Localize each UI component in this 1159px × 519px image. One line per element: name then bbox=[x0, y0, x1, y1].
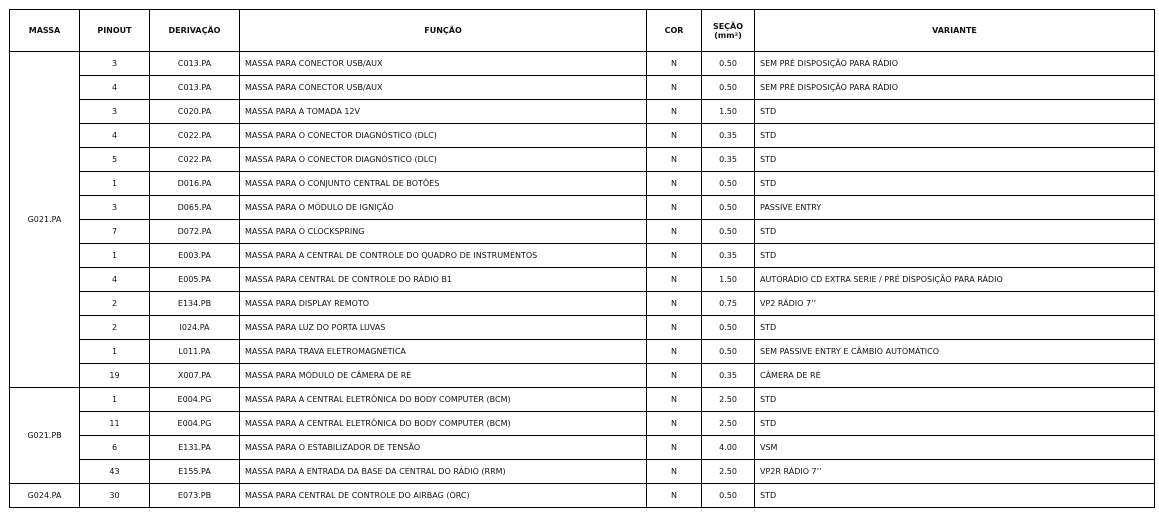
derivacao-cell: C022.PA bbox=[150, 148, 240, 172]
variante-cell: VP2 RÁDIO 7’’ bbox=[755, 292, 1155, 316]
funcao-cell: MASSA PARA LUZ DO PORTA LUVAS bbox=[240, 316, 647, 340]
funcao-cell: MASSA PARA DISPLAY REMOTO bbox=[240, 292, 647, 316]
table-row bbox=[10, 244, 1155, 268]
pinout-cell: 2 bbox=[80, 292, 150, 316]
funcao-cell: MASSA PARA TRAVA ELETROMAGNÉTICA bbox=[240, 340, 647, 364]
derivacao-cell: E004.PG bbox=[150, 412, 240, 436]
table-body bbox=[10, 52, 1155, 508]
cor-cell: N bbox=[647, 388, 702, 412]
header-secao bbox=[702, 10, 755, 52]
variante-cell: STD bbox=[755, 412, 1155, 436]
table-row bbox=[10, 148, 1155, 172]
pinout-cell: 4 bbox=[80, 124, 150, 148]
pinout-cell: 2 bbox=[80, 316, 150, 340]
table-row bbox=[10, 76, 1155, 100]
table-row bbox=[10, 412, 1155, 436]
massa-cell: G021.PB bbox=[10, 388, 80, 484]
derivacao-cell: I024.PA bbox=[150, 316, 240, 340]
funcao-cell: MASSA PARA CENTRAL DE CONTROLE DO AIRBAG (ORC) bbox=[240, 484, 647, 508]
secao-cell: 0.50 bbox=[702, 340, 755, 364]
variante-cell: STD bbox=[755, 484, 1155, 508]
secao-cell: 0.50 bbox=[702, 76, 755, 100]
funcao-cell: MASSA PARA O CLOCKSPRING bbox=[240, 220, 647, 244]
funcao-cell: MASSA PARA CONECTOR USB/AUX bbox=[240, 76, 647, 100]
cor-cell: N bbox=[647, 268, 702, 292]
variante-cell: SEM PRÉ DISPOSIÇÃO PARA RÁDIO bbox=[755, 52, 1155, 76]
pinout-cell: 1 bbox=[80, 244, 150, 268]
variante-cell: STD bbox=[755, 244, 1155, 268]
cor-cell: N bbox=[647, 196, 702, 220]
secao-cell: 0.50 bbox=[702, 52, 755, 76]
derivacao-cell: C013.PA bbox=[150, 52, 240, 76]
table-row bbox=[10, 460, 1155, 484]
table-row bbox=[10, 364, 1155, 388]
header-cor: COR bbox=[647, 10, 702, 52]
secao-cell: 0.50 bbox=[702, 316, 755, 340]
variante-cell: CÂMERA DE RÉ bbox=[755, 364, 1155, 388]
massa-cell: G021.PA bbox=[10, 52, 80, 388]
variante-cell: STD bbox=[755, 148, 1155, 172]
derivacao-cell: E004.PG bbox=[150, 388, 240, 412]
funcao-cell: MASSA PARA A TOMADA 12V bbox=[240, 100, 647, 124]
cor-cell: N bbox=[647, 460, 702, 484]
derivacao-cell: D072.PA bbox=[150, 220, 240, 244]
derivacao-cell: D016.PA bbox=[150, 172, 240, 196]
variante-cell: SEM PRÉ DISPOSIÇÃO PARA RÁDIO bbox=[755, 76, 1155, 100]
secao-cell: 0.35 bbox=[702, 364, 755, 388]
derivacao-cell: C013.PA bbox=[150, 76, 240, 100]
table-row bbox=[10, 268, 1155, 292]
derivacao-cell: C022.PA bbox=[150, 124, 240, 148]
variante-cell: STD bbox=[755, 172, 1155, 196]
funcao-cell: MASSA PARA O ESTABILIZADOR DE TENSÃO bbox=[240, 436, 647, 460]
derivacao-cell: L011.PA bbox=[150, 340, 240, 364]
table-row bbox=[10, 172, 1155, 196]
cor-cell: N bbox=[647, 220, 702, 244]
header-variante: VARIANTE bbox=[755, 10, 1155, 52]
cor-cell: N bbox=[647, 244, 702, 268]
header-derivacao: DERIVAÇÃO bbox=[150, 10, 240, 52]
cor-cell: N bbox=[647, 364, 702, 388]
cor-cell: N bbox=[647, 412, 702, 436]
cor-cell: N bbox=[647, 148, 702, 172]
funcao-cell: MASSA PARA A ENTRADA DA BASE DA CENTRAL DO RÁDIO (RRM) bbox=[240, 460, 647, 484]
ground-connections-table bbox=[9, 9, 1155, 508]
secao-cell: 0.35 bbox=[702, 124, 755, 148]
secao-cell: 0.50 bbox=[702, 196, 755, 220]
variante-cell: VSM bbox=[755, 436, 1155, 460]
pinout-cell: 1 bbox=[80, 388, 150, 412]
pinout-cell: 19 bbox=[80, 364, 150, 388]
pinout-cell: 1 bbox=[80, 172, 150, 196]
pinout-cell: 4 bbox=[80, 76, 150, 100]
header-row bbox=[10, 10, 1155, 52]
table-row bbox=[10, 220, 1155, 244]
table-row bbox=[10, 124, 1155, 148]
header-funcao: FUNÇÃO bbox=[240, 10, 647, 52]
cor-cell: N bbox=[647, 172, 702, 196]
secao-cell: 0.75 bbox=[702, 292, 755, 316]
variante-cell: VP2R RÁDIO 7’’ bbox=[755, 460, 1155, 484]
cor-cell: N bbox=[647, 436, 702, 460]
variante-cell: AUTORÁDIO CD EXTRA SERIE / PRÉ DISPOSIÇÃO PARA RÁDIO bbox=[755, 268, 1155, 292]
pinout-cell: 5 bbox=[80, 148, 150, 172]
secao-cell: 0.35 bbox=[702, 148, 755, 172]
pinout-cell: 43 bbox=[80, 460, 150, 484]
table-header bbox=[10, 10, 1155, 52]
derivacao-cell: E155.PA bbox=[150, 460, 240, 484]
header-secao-line2: (mm²) bbox=[714, 30, 742, 40]
cor-cell: N bbox=[647, 484, 702, 508]
derivacao-cell: E005.PA bbox=[150, 268, 240, 292]
header-pinout: PINOUT bbox=[80, 10, 150, 52]
secao-cell: 2.50 bbox=[702, 388, 755, 412]
secao-cell: 0.35 bbox=[702, 244, 755, 268]
pinout-cell: 3 bbox=[80, 52, 150, 76]
table-row bbox=[10, 316, 1155, 340]
derivacao-cell: E134.PB bbox=[150, 292, 240, 316]
secao-cell: 0.50 bbox=[702, 220, 755, 244]
pinout-cell: 3 bbox=[80, 100, 150, 124]
derivacao-cell: X007.PA bbox=[150, 364, 240, 388]
funcao-cell: MASSA PARA CONECTOR USB/AUX bbox=[240, 52, 647, 76]
funcao-cell: MASSA PARA O CONECTOR DIAGNÓSTICO (DLC) bbox=[240, 124, 647, 148]
pinout-cell: 1 bbox=[80, 340, 150, 364]
table-row bbox=[10, 196, 1155, 220]
secao-cell: 2.50 bbox=[702, 412, 755, 436]
funcao-cell: MASSA PARA O CONJUNTO CENTRAL DE BOTÕES bbox=[240, 172, 647, 196]
cor-cell: N bbox=[647, 316, 702, 340]
variante-cell: STD bbox=[755, 220, 1155, 244]
derivacao-cell: E073.PB bbox=[150, 484, 240, 508]
pinout-cell: 4 bbox=[80, 268, 150, 292]
cor-cell: N bbox=[647, 52, 702, 76]
variante-cell: PASSIVE ENTRY bbox=[755, 196, 1155, 220]
variante-cell: STD bbox=[755, 388, 1155, 412]
cor-cell: N bbox=[647, 124, 702, 148]
funcao-cell: MASSA PARA A CENTRAL ELETRÔNICA DO BODY COMPUTER (BCM) bbox=[240, 412, 647, 436]
variante-cell: STD bbox=[755, 124, 1155, 148]
cor-cell: N bbox=[647, 292, 702, 316]
table-row bbox=[10, 436, 1155, 460]
cor-cell: N bbox=[647, 340, 702, 364]
secao-cell: 1.50 bbox=[702, 100, 755, 124]
pinout-cell: 30 bbox=[80, 484, 150, 508]
secao-cell: 0.50 bbox=[702, 172, 755, 196]
pinout-cell: 3 bbox=[80, 196, 150, 220]
table-row bbox=[10, 292, 1155, 316]
table-row bbox=[10, 484, 1155, 508]
funcao-cell: MASSA PARA O MÓDULO DE IGNIÇÃO bbox=[240, 196, 647, 220]
table-row bbox=[10, 52, 1155, 76]
header-secao-line1: SEÇÃO bbox=[712, 21, 744, 31]
table-row bbox=[10, 388, 1155, 412]
header-massa: MASSA bbox=[10, 10, 80, 52]
pinout-cell: 11 bbox=[80, 412, 150, 436]
variante-cell: STD bbox=[755, 316, 1155, 340]
derivacao-cell: D065.PA bbox=[150, 196, 240, 220]
funcao-cell: MASSA PARA A CENTRAL DE CONTROLE DO QUADRO DE INSTRUMENTOS bbox=[240, 244, 647, 268]
table-row bbox=[10, 340, 1155, 364]
cor-cell: N bbox=[647, 100, 702, 124]
funcao-cell: MASSA PARA CENTRAL DE CONTROLE DO RÁDIO B1 bbox=[240, 268, 647, 292]
funcao-cell: MASSA PARA O CONECTOR DIAGNÓSTICO (DLC) bbox=[240, 148, 647, 172]
secao-cell: 2.50 bbox=[702, 460, 755, 484]
cor-cell: N bbox=[647, 76, 702, 100]
secao-cell: 4.00 bbox=[702, 436, 755, 460]
pinout-cell: 7 bbox=[80, 220, 150, 244]
derivacao-cell: E131.PA bbox=[150, 436, 240, 460]
variante-cell: SEM PASSIVE ENTRY E CÂMBIO AUTOMÁTICO bbox=[755, 340, 1155, 364]
massa-cell: G024.PA bbox=[10, 484, 80, 508]
derivacao-cell: E003.PA bbox=[150, 244, 240, 268]
secao-cell: 1.50 bbox=[702, 268, 755, 292]
derivacao-cell: C020.PA bbox=[150, 100, 240, 124]
funcao-cell: MASSA PARA A CENTRAL ELETRÔNICA DO BODY COMPUTER (BCM) bbox=[240, 388, 647, 412]
variante-cell: STD bbox=[755, 100, 1155, 124]
funcao-cell: MASSA PARA MÓDULO DE CÂMERA DE RÉ bbox=[240, 364, 647, 388]
secao-cell: 0.50 bbox=[702, 484, 755, 508]
table-row bbox=[10, 100, 1155, 124]
pinout-cell: 6 bbox=[80, 436, 150, 460]
